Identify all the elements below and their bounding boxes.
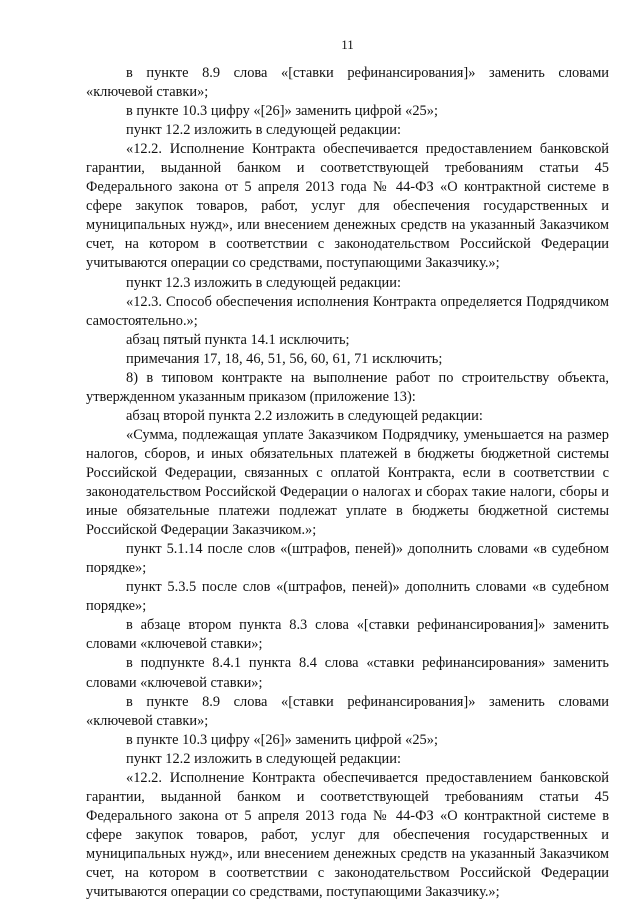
page-number: 11 [341,37,354,52]
paragraph: «12.2. Исполнение Контракта обеспечивается предоставлением банковской гарантии, выданной банком и соответствующей требованиям статьи 45 Федерального закона от 5 апреля 2013 года № 44-ФЗ «О контрактной системе в сфере закупок товаров, работ, услуг для обеспечения государственных и муниципальных нужд», или внесением денежных средств на указанный Заказчиком счет, на котором в соответствии с законодательством Российской Федерации учитываются операции со средствами, поступающими Заказчику.»; [86,769,609,901]
paragraph: в пункте 8.9 слова «[ставки рефинансирования]» заменить словами «ключевой ставки»; [86,693,609,729]
paragraph: пункт 12.2 изложить в следующей редакции: [126,122,401,139]
paragraph: «12.2. Исполнение Контракта обеспечивается предоставлением банковской гарантии, выданной банком и соответствующей требованиям статьи 45 Федерального закона от 5 апреля 2013 года № 44-ФЗ «О контрактной системе в сфере закупок товаров, работ, услуг для обеспечения государственных и муниципальных нужд», или внесением денежных средств на указанный Заказчиком счет, на котором в соответствии с законодательством Российской Федерации учитываются операции со средствами, поступающими Заказчику.»; [86,141,609,272]
paragraph: «Сумма, подлежащая уплате Заказчиком Подрядчику, уменьшается на размер налогов, сборов, и иных обязательных платежей в бюджеты бюджетной системы Российской Федерации, связанных с оплатой Контракта, если в соответствии с законодательством Российской Федерации о налогах и сборах такие налоги, сборы и иные обязательные платежи подлежат уплате в бюджеты бюджетной системы Российской Федерации Заказчиком.»; [86,426,609,539]
paragraph: пункт 12.3 изложить в следующей редакции: [126,274,401,291]
paragraph: «12.3. Способ обеспечения исполнения Контракта определяется Подрядчиком самостоятельно.»; [86,293,609,329]
document-body [86,64,609,902]
paragraph: в пункте 10.3 цифру «[26]» заменить цифрой «25»; [126,731,438,748]
paragraph: пункт 5.3.5 после слов «(штрафов, пеней)» дополнить словами «в судебном порядке»; [86,579,609,615]
paragraph: в подпункте 8.4.1 пункта 8.4 слова «ставки рефинансирования» заменить словами «ключевой ставки»; [86,655,609,691]
paragraph: примечания 17, 18, 46, 51, 56, 60, 61, 71 исключить; [126,350,443,367]
paragraph: в пункте 8.9 слова «[ставки рефинансирования]» заменить словами «ключевой ставки»; [86,65,609,101]
paragraph: 8) в типовом контракте на выполнение работ по строительству объекта, утвержденном указанным приказом (приложение 13): [86,369,609,405]
paragraph: пункт 12.2 изложить в следующей редакции: [126,750,401,767]
paragraph: абзац второй пункта 2.2 изложить в следующей редакции: [126,407,483,424]
paragraph: в абзаце втором пункта 8.3 слова «[ставки рефинансирования]» заменить словами «ключевой ставки»; [86,617,609,653]
paragraph: абзац пятый пункта 14.1 исключить; [126,331,350,348]
paragraph: пункт 5.1.14 после слов «(штрафов, пеней)» дополнить словами «в судебном порядке»; [86,541,609,577]
paragraph: в пункте 10.3 цифру «[26]» заменить цифрой «25»; [126,103,438,120]
